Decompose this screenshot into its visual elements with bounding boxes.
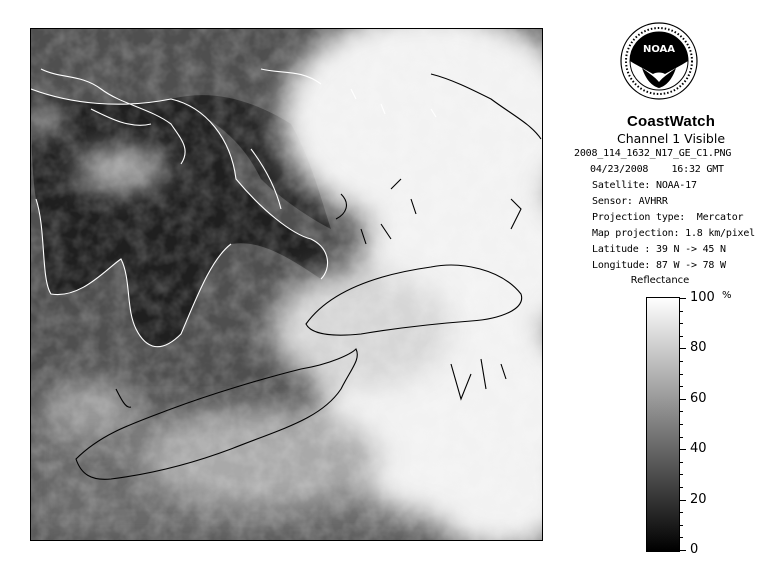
colorbar-tick xyxy=(680,449,686,450)
colorbar-minor-tick xyxy=(680,323,683,324)
sensor-text: Sensor: AVHRR xyxy=(592,196,668,207)
colorbar-unit: % xyxy=(722,290,732,301)
colorbar-tick xyxy=(680,348,686,349)
map-projection-text: Map projection: 1.8 km/pixel xyxy=(592,228,755,239)
projection-type-text: Projection type: Mercator xyxy=(592,212,744,223)
latitude-text: Latitude : 39 N -> 45 N xyxy=(592,244,726,255)
colorbar-minor-tick xyxy=(680,311,683,312)
satellite-image xyxy=(30,28,543,541)
satellite-text: Satellite: NOAA-17 xyxy=(592,180,697,191)
filename-text: 2008_114_1632_N17_GE_C1.PNG xyxy=(574,148,732,159)
colorbar-minor-tick xyxy=(680,424,683,425)
colorbar-tick-label: 80 xyxy=(690,340,707,356)
colorbar-minor-tick xyxy=(680,361,683,362)
colorbar-minor-tick xyxy=(680,462,683,463)
colorbar-minor-tick xyxy=(680,386,683,387)
colorbar-minor-tick xyxy=(680,525,683,526)
colorbar-tick-label: 100 xyxy=(690,290,715,305)
colorbar-minor-tick xyxy=(680,374,683,375)
colorbar-minor-tick xyxy=(680,512,683,513)
colorbar xyxy=(646,297,680,552)
colorbar-minor-tick xyxy=(680,336,683,337)
colorbar-tick-label: 0 xyxy=(690,542,699,557)
colorbar-tick xyxy=(680,550,686,551)
datetime-text: 04/23/2008 16:32 GMT xyxy=(590,164,724,175)
colorbar-minor-tick xyxy=(680,411,683,412)
colorbar-tick xyxy=(680,298,686,299)
noaa-logo xyxy=(620,22,698,100)
colorbar-tick-label: 40 xyxy=(690,441,707,457)
brand-title: CoastWatch xyxy=(626,113,716,130)
colorbar-title: Reflectance xyxy=(630,275,690,286)
colorbar-minor-tick xyxy=(680,487,683,488)
colorbar-tick xyxy=(680,399,686,400)
colorbar-minor-tick xyxy=(680,537,683,538)
colorbar-minor-tick xyxy=(680,474,683,475)
colorbar-tick-label: 60 xyxy=(690,390,707,406)
colorbar-minor-tick xyxy=(680,437,683,438)
channel-label: Channel 1 Visible xyxy=(616,131,726,146)
colorbar-tick-label: 20 xyxy=(690,491,707,507)
longitude-text: Longitude: 87 W -> 78 W xyxy=(592,260,726,271)
logo-text: NOAA xyxy=(642,44,676,55)
colorbar-tick xyxy=(680,500,686,501)
